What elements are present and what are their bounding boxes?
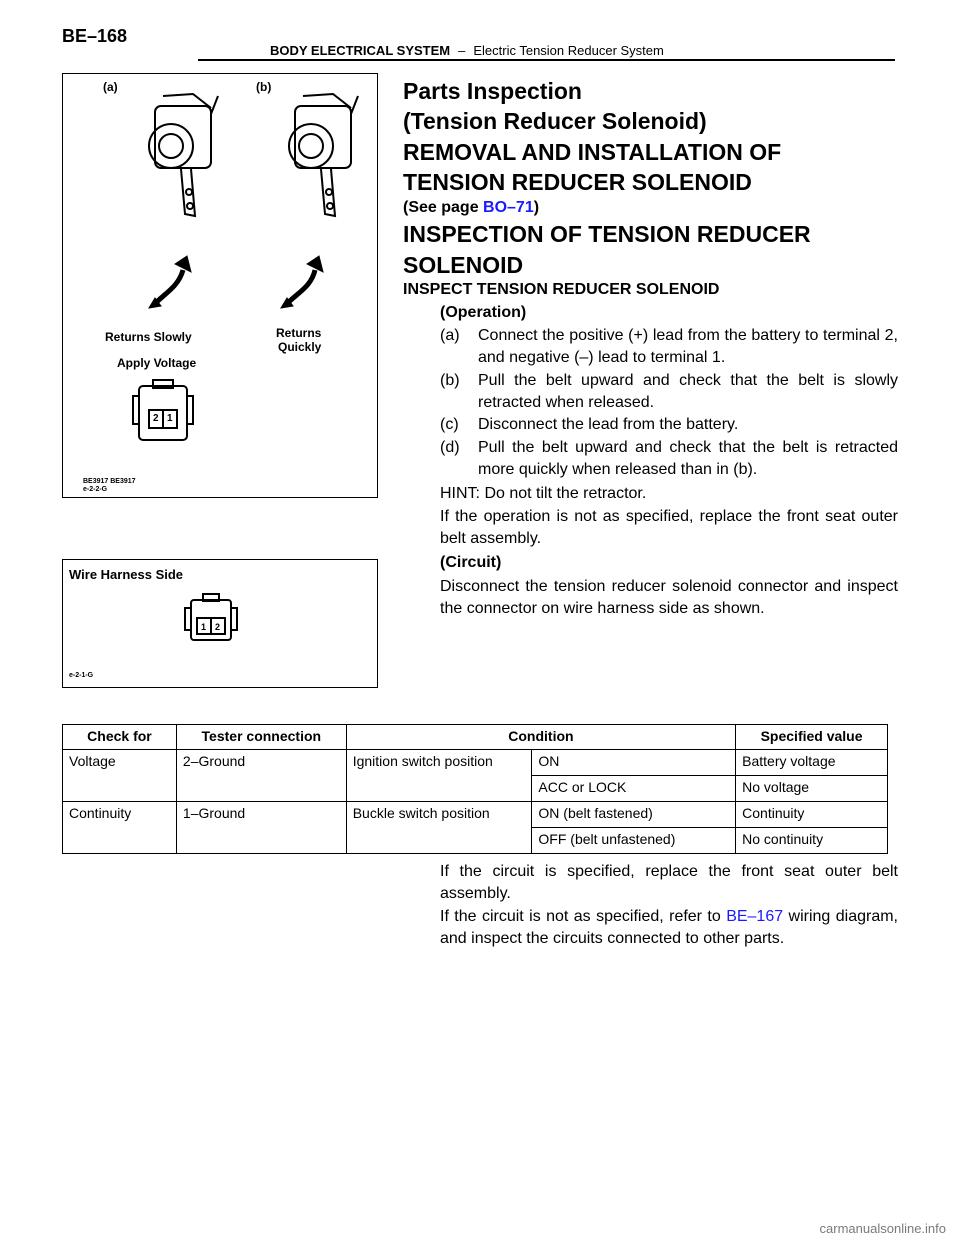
inspect-solenoid-heading: INSPECT TENSION REDUCER SOLENOID <box>403 281 720 298</box>
not-specified-text: If the operation is not as specified, replace the front seat outer belt assembly. <box>440 508 898 547</box>
cell-check <box>63 776 177 802</box>
see-page-reference <box>403 199 539 217</box>
header-rule <box>198 59 895 61</box>
figure-wire-harness-side <box>62 559 378 688</box>
step-b <box>440 370 900 414</box>
figure-code-2: e-2-2-G <box>83 486 108 493</box>
removal-heading-line-2: TENSION REDUCER SOLENOID <box>403 169 752 195</box>
connector-drawing <box>133 380 193 440</box>
retractor-a-drawing <box>149 94 218 216</box>
figure2-code: e-2-1-G <box>69 672 94 679</box>
step-d-text: Pull the belt upward and check that the belt is retracted more quickly when released than in (b). <box>478 439 898 478</box>
cell-condition: ON (belt fastened) <box>532 802 736 828</box>
cell-tester: 2–Ground <box>176 750 346 776</box>
figure-solenoid-operation <box>62 73 378 498</box>
operation-subheading: (Operation) <box>440 304 527 321</box>
header-separator: – <box>458 43 466 58</box>
table-header-row <box>63 725 888 750</box>
figure-label-b: (b) <box>256 80 272 94</box>
step-d <box>440 437 900 481</box>
connector-terminal-1: 1 <box>167 413 173 424</box>
inspection-heading-line-1: INSPECTION OF TENSION REDUCER <box>403 221 811 247</box>
cell-tester <box>176 828 346 854</box>
returns-quickly-label-2: Quickly <box>278 340 322 354</box>
harness-terminal-2: 2 <box>215 622 221 632</box>
table-row <box>63 776 888 802</box>
circuit-not-ok-text <box>440 906 898 950</box>
harness-terminal-1: 1 <box>201 622 207 632</box>
table-row <box>63 750 888 776</box>
header-system: BODY ELECTRICAL SYSTEM <box>270 43 451 58</box>
cell-condition: ON <box>532 750 736 776</box>
removal-heading-line-1: REMOVAL AND INSTALLATION OF <box>403 139 782 165</box>
cell-value: Continuity <box>736 802 888 828</box>
cell-condition-group <box>346 828 532 854</box>
step-c-text: Disconnect the lead from the battery. <box>478 416 739 433</box>
apply-voltage-label: Apply Voltage <box>117 356 197 370</box>
wire-harness-side-title: Wire Harness Side <box>69 567 184 582</box>
circuit-instruction-text: Disconnect the tension reducer solenoid connector and inspect the connector on wire harness side as shown. <box>440 578 898 617</box>
header-condition: Condition <box>346 725 735 750</box>
step-d-label: (d) <box>440 439 460 456</box>
cell-condition-group: Buckle switch position <box>346 802 532 828</box>
step-a-text: Connect the positive (+) lead from the battery to terminal 2, and negative (–) lead to terminal 1. <box>478 327 898 366</box>
running-header <box>270 43 664 58</box>
step-c-label: (c) <box>440 416 459 433</box>
step-a <box>440 325 900 369</box>
cell-condition: OFF (belt unfastened) <box>532 828 736 854</box>
header-section: Electric Tension Reducer System <box>473 43 664 58</box>
header-tester-connection: Tester connection <box>176 725 346 750</box>
cell-value: No continuity <box>736 828 888 854</box>
cell-value: Battery voltage <box>736 750 888 776</box>
circuit-ok-text: If the circuit is specified, replace the front seat outer belt assembly. <box>440 863 898 902</box>
cell-condition: ACC or LOCK <box>532 776 736 802</box>
returns-slowly-label: Returns Slowly <box>105 330 192 344</box>
returns-quickly-label-1: Returns <box>276 326 322 340</box>
retractor-b-drawing <box>289 94 358 216</box>
cell-condition-group <box>346 776 532 802</box>
step-b-label: (b) <box>440 372 460 389</box>
link-bo-71[interactable]: BO–71 <box>483 199 534 216</box>
cell-tester: 1–Ground <box>176 802 346 828</box>
step-a-label: (a) <box>440 327 460 344</box>
hint-text: HINT: Do not tilt the retractor. <box>440 485 647 502</box>
see-page-suffix: ) <box>533 199 540 216</box>
table-row <box>63 802 888 828</box>
link-be-167[interactable]: BE–167 <box>726 908 784 925</box>
cell-check: Voltage <box>63 750 177 776</box>
cell-check: Continuity <box>63 802 177 828</box>
section-title-line-2: (Tension Reducer Solenoid) <box>403 108 707 134</box>
cell-condition-group: Ignition switch position <box>346 750 532 776</box>
step-b-text: Pull the belt upward and check that the belt is slowly retracted when released. <box>478 372 898 411</box>
figure-label-a: (a) <box>103 80 118 94</box>
header-specified-value: Specified value <box>736 725 888 750</box>
cell-value: No voltage <box>736 776 888 802</box>
circuit-not-ok-suffix: wiring diagram, and inspect the circuits connected to other parts. <box>440 908 898 947</box>
figure-code-1: BE3917 BE3917 <box>83 478 136 485</box>
cell-tester <box>176 776 346 802</box>
watermark: carmanualsonline.info <box>819 1221 946 1236</box>
circuit-subheading: (Circuit) <box>440 554 502 571</box>
specification-table <box>62 724 888 854</box>
table-row <box>63 828 888 854</box>
page-number: BE–168 <box>62 26 128 46</box>
step-c <box>440 414 900 436</box>
section-title-line-1: Parts Inspection <box>403 78 582 104</box>
inspection-heading-line-2: SOLENOID <box>403 252 524 278</box>
cell-check <box>63 828 177 854</box>
circuit-not-ok-prefix: If the circuit is not as specified, refer to <box>440 908 727 925</box>
header-check-for: Check for <box>63 725 177 750</box>
see-page-prefix: (See page <box>403 199 484 216</box>
figure-solenoid-drawing <box>63 74 376 496</box>
connector-terminal-2: 2 <box>153 413 159 424</box>
